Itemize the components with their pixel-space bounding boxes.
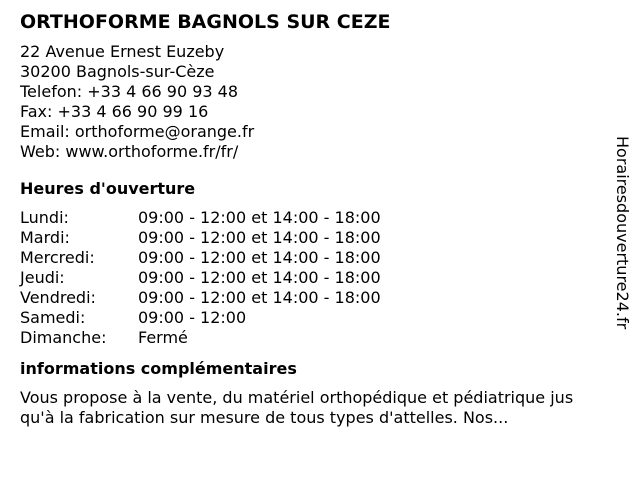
address-street: 22 Avenue Ernest Euzeby [20, 42, 225, 61]
business-card [20, 10, 620, 428]
hours-day: Mercredi: [20, 248, 95, 267]
hours-time: 09:00 - 12:00 [138, 308, 247, 327]
hours-row-samedi [20, 308, 620, 328]
hours-time: 09:00 - 12:00 et 14:00 - 18:00 [138, 208, 381, 227]
hours-time: Fermé [138, 328, 188, 347]
site-watermark-label: Horairesdouverture24.fr [613, 136, 632, 330]
phone-line: Telefon: +33 4 66 90 93 48 [20, 82, 239, 101]
business-name: ORTHOFORME BAGNOLS SUR CEZE [20, 11, 391, 33]
hours-time: 09:00 - 12:00 et 14:00 - 18:00 [138, 268, 381, 287]
email-line: Email: orthoforme@orange.fr [20, 122, 255, 141]
hours-row-jeudi [20, 268, 620, 288]
hours-time: 09:00 - 12:00 et 14:00 - 18:00 [138, 228, 381, 247]
info-heading: informations complémentaires [20, 359, 297, 378]
hours-day: Mardi: [20, 228, 70, 247]
hours-heading: Heures d'ouverture [20, 179, 196, 198]
hours-row-mercredi [20, 248, 620, 268]
hours-row-vendredi [20, 288, 620, 308]
web-line: Web: www.orthoforme.fr/fr/ [20, 142, 239, 161]
hours-row-lundi [20, 208, 620, 228]
hours-row-mardi [20, 228, 620, 248]
hours-time: 09:00 - 12:00 et 14:00 - 18:00 [138, 248, 381, 267]
info-description [20, 388, 620, 428]
hours-day: Jeudi: [20, 268, 65, 287]
address-city: 30200 Bagnols-sur-Cèze [20, 62, 215, 81]
hours-table [20, 208, 620, 348]
info-description-line: Vous propose à la vente, du matériel orthopédique et pédiatrique jus [20, 388, 574, 407]
hours-day: Samedi: [20, 308, 86, 327]
hours-time: 09:00 - 12:00 et 14:00 - 18:00 [138, 288, 381, 307]
hours-day: Vendredi: [20, 288, 96, 307]
hours-row-dimanche [20, 328, 620, 348]
hours-day: Dimanche: [20, 328, 107, 347]
info-description-line: qu'à la fabrication sur mesure de tous types d'attelles. Nos... [20, 408, 509, 427]
fax-line: Fax: +33 4 66 90 99 16 [20, 102, 209, 121]
hours-day: Lundi: [20, 208, 69, 227]
